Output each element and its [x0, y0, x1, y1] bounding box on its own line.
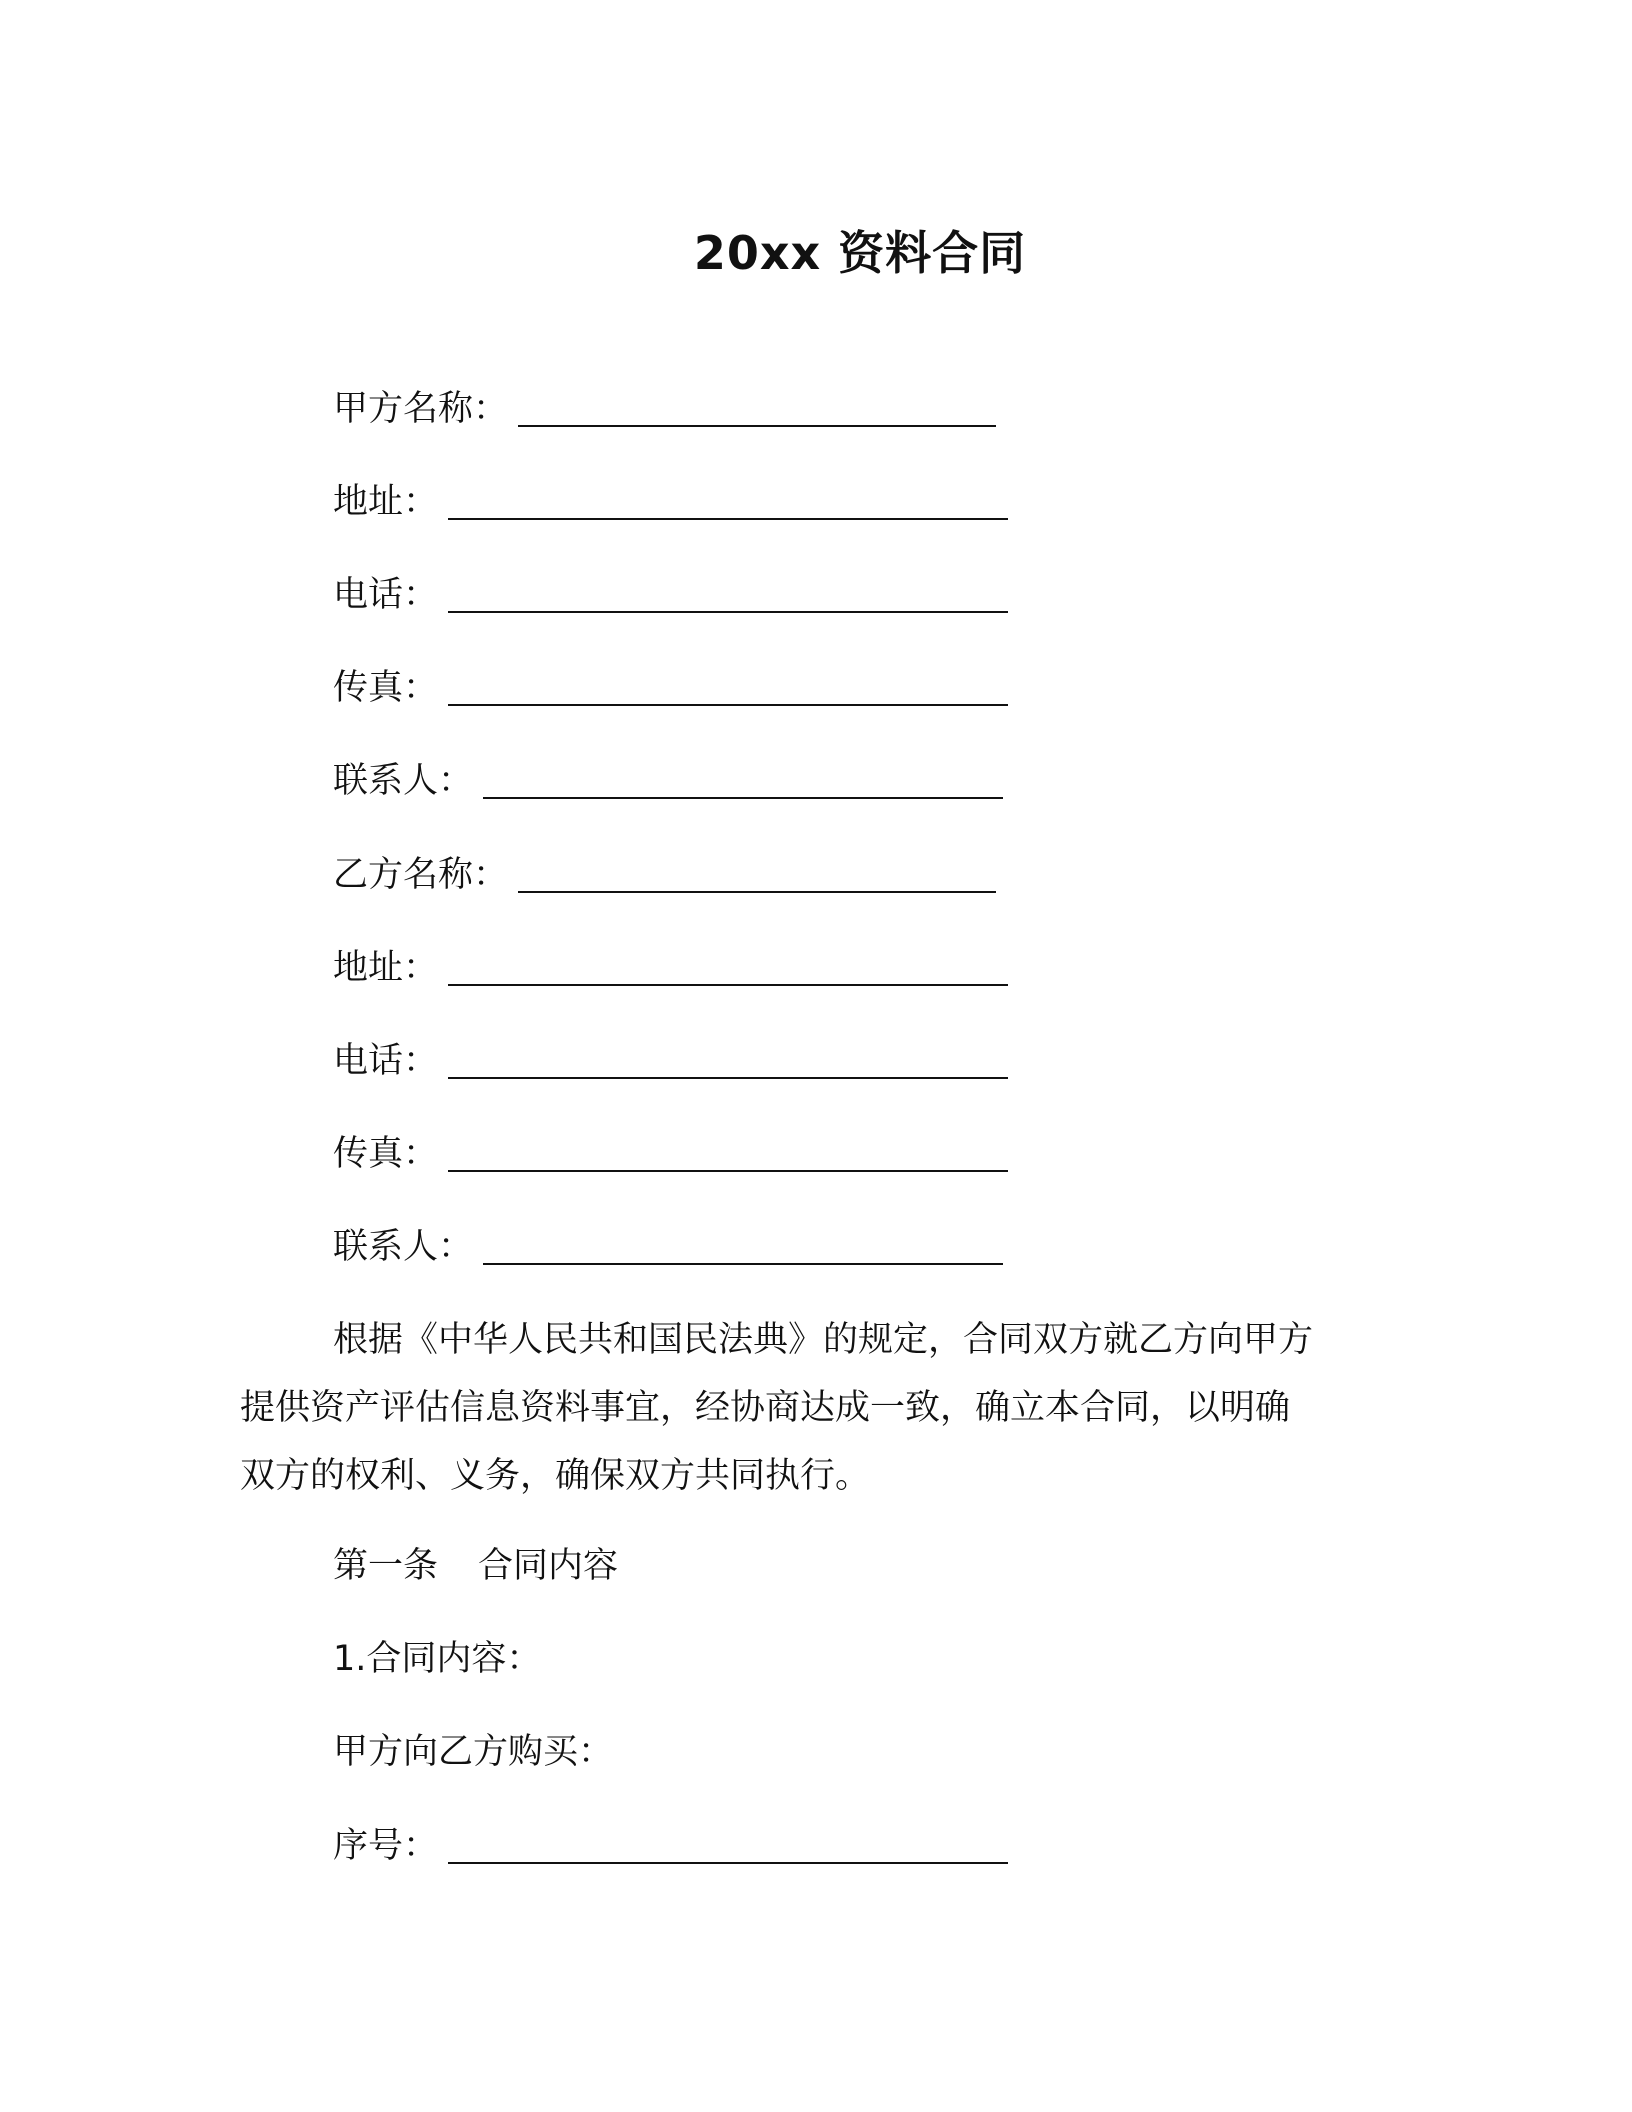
party-a-name-field	[333, 383, 996, 433]
party-a-contact-blank	[483, 797, 1003, 799]
party-a-contact-field	[333, 755, 1003, 805]
party-b-fax-label: 传真：	[333, 1134, 439, 1174]
party-a-phone-label: 电话：	[333, 575, 439, 615]
serial-field	[333, 1820, 1008, 1870]
serial-blank	[448, 1862, 1008, 1864]
party-a-address-label: 地址：	[333, 482, 439, 522]
party-a-address-field	[333, 476, 1008, 526]
preamble-line: 双方的权利、义务，确保双方共同执行。	[240, 1456, 871, 1496]
party-b-name-blank	[518, 891, 996, 893]
party-a-contact-label: 联系人：	[333, 761, 474, 801]
party-b-contact-blank	[483, 1263, 1003, 1265]
preamble-line: 提供资产评估信息资料事宜，经协商达成一致，确立本合同，以明确	[240, 1388, 1291, 1428]
preamble-line: 根据《中华人民共和国民法典》的规定，合同双方就乙方向甲方	[333, 1320, 1314, 1360]
party-b-phone-label: 电话：	[333, 1041, 439, 1081]
party-b-phone-field	[333, 1035, 1008, 1085]
article-one-number: 第一条	[333, 1546, 439, 1586]
party-a-fax-field	[333, 662, 1008, 712]
party-b-name-field	[333, 849, 996, 899]
article-one-heading	[333, 1541, 618, 1591]
party-b-phone-blank	[448, 1077, 1008, 1079]
party-b-address-field	[333, 942, 1008, 992]
party-a-name-label: 甲方名称：	[333, 389, 509, 429]
party-a-phone-field	[333, 569, 1008, 619]
serial-label: 序号：	[333, 1826, 439, 1866]
party-b-name-label: 乙方名称：	[333, 855, 509, 895]
party-b-address-blank	[448, 984, 1008, 986]
item-one-line: 1.合同内容：	[333, 1639, 542, 1679]
party-a-phone-blank	[448, 611, 1008, 613]
party-a-name-blank	[518, 425, 996, 427]
party-b-fax-blank	[448, 1170, 1008, 1172]
preamble-paragraph	[240, 1306, 1380, 1510]
party-a-fax-blank	[448, 704, 1008, 706]
party-b-fax-field	[333, 1128, 1008, 1178]
article-one-title: 合同内容	[478, 1546, 619, 1586]
document-title: 20xx 资料合同	[693, 226, 1027, 280]
party-a-fax-label: 传真：	[333, 668, 439, 708]
purchase-line: 甲方向乙方购买：	[333, 1732, 614, 1772]
party-b-contact-label: 联系人：	[333, 1227, 474, 1267]
party-b-contact-field	[333, 1221, 1003, 1271]
party-a-address-blank	[448, 518, 1008, 520]
party-b-address-label: 地址：	[333, 948, 439, 988]
